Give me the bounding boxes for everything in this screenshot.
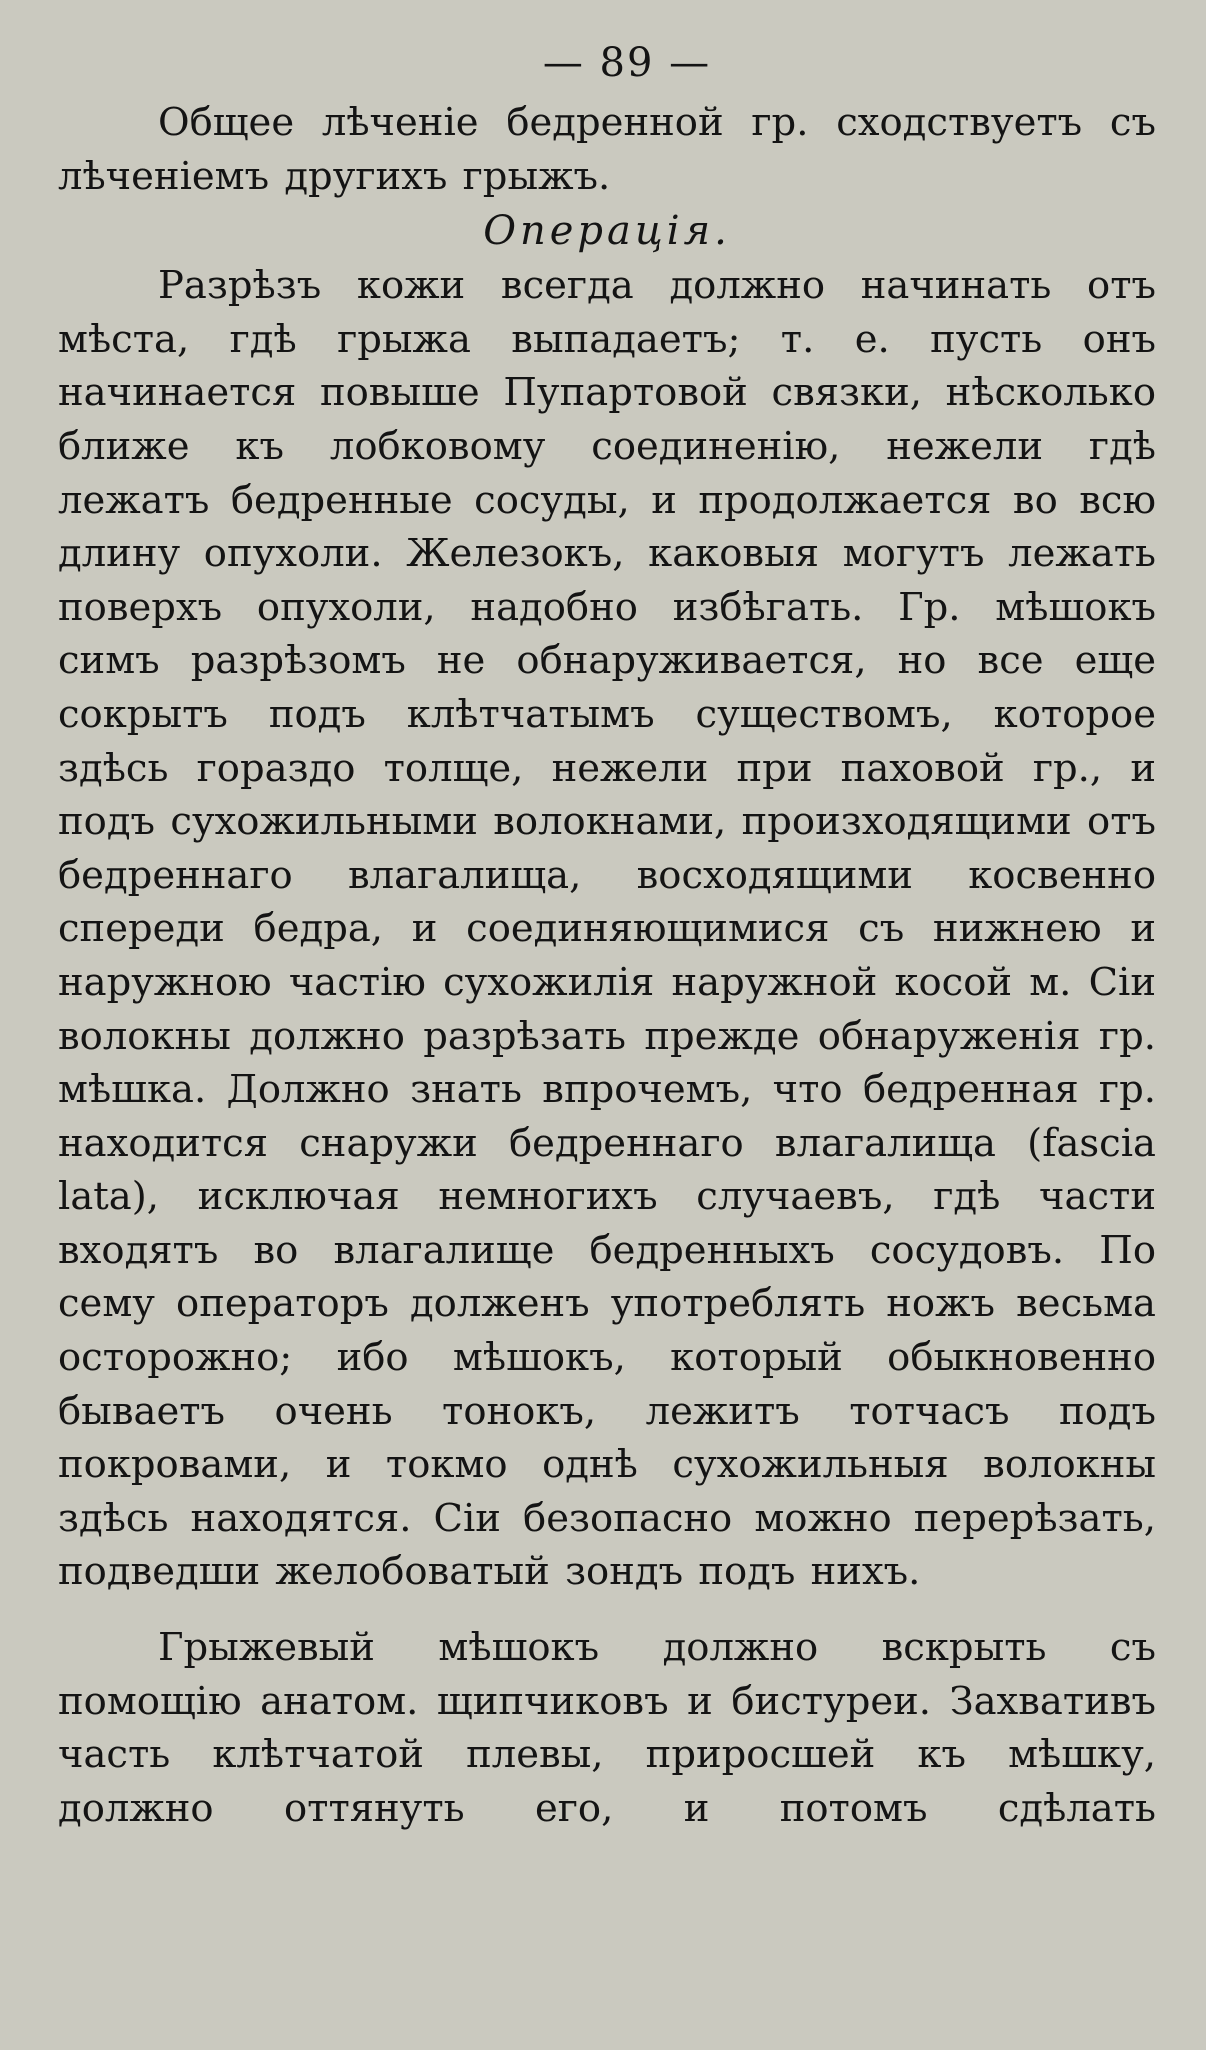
section-heading: Операція. [483, 208, 731, 255]
paragraph-gap [58, 1599, 1156, 1621]
intro-paragraph: Общее лѣченіе бедренной гр. сходствуетъ съ лѣченіемъ другихъ грыжъ. [58, 100, 1156, 199]
page-number: — 89 — [542, 40, 712, 86]
body-paragraph-1: Разрѣзъ кожи всегда должно начинать отъ мѣста, гдѣ грыжа выпадаетъ; т. е. пусть онъ начинается повыше Пупартовой связки, нѣсколько ближе къ лобковому соединенію, нежели гдѣ лежатъ бедренные сосуды, и продолжается во всю длину опухоли. Железокъ, каковыя могутъ лежать поверхъ опухоли, надобно избѣгать. Гр. мѣшокъ симъ разрѣзомъ не обнаруживается, но все еще сокрытъ подъ клѣтчатымъ существомъ, которое здѣсь гораздо толще, нежели при паховой гр., и подъ сухожильными волокнами, произходящими отъ бедреннаго влагалища, восходящими косвенно спереди бедра, и соединяющимися съ нижнею и наружною частію сухожилія наружной косой м. Сіи волокны должно разрѣзать прежде обнаруженія гр. мѣшка. Должно знать впрочемъ, что бедренная гр. находится снаружи бедреннаго влагалища (fascia lata), исключая немногихъ случаевъ, гдѣ части входятъ во влагалище бедренныхъ сосудовъ. По сему операторъ долженъ употреблять ножъ весьма осторожно; ибо мѣшокъ, который обыкновенно бываетъ очень тонокъ, лежитъ тотчасъ подъ покровами, и токмо однѣ сухожильныя волокны здѣсь находятся. Сіи безопасно можно перерѣзать, подведши желобоватый зондъ подъ нихъ. [58, 263, 1156, 1595]
body-paragraph-2: Грыжевый мѣшокъ должно вскрыть съ помощію анатом. щипчиковъ и бистуреи. Захвативъ часть клѣтчатой плевы, приросшей къ мѣшку, должно оттянуть его, и потомъ сдѣлать [58, 1625, 1156, 1831]
